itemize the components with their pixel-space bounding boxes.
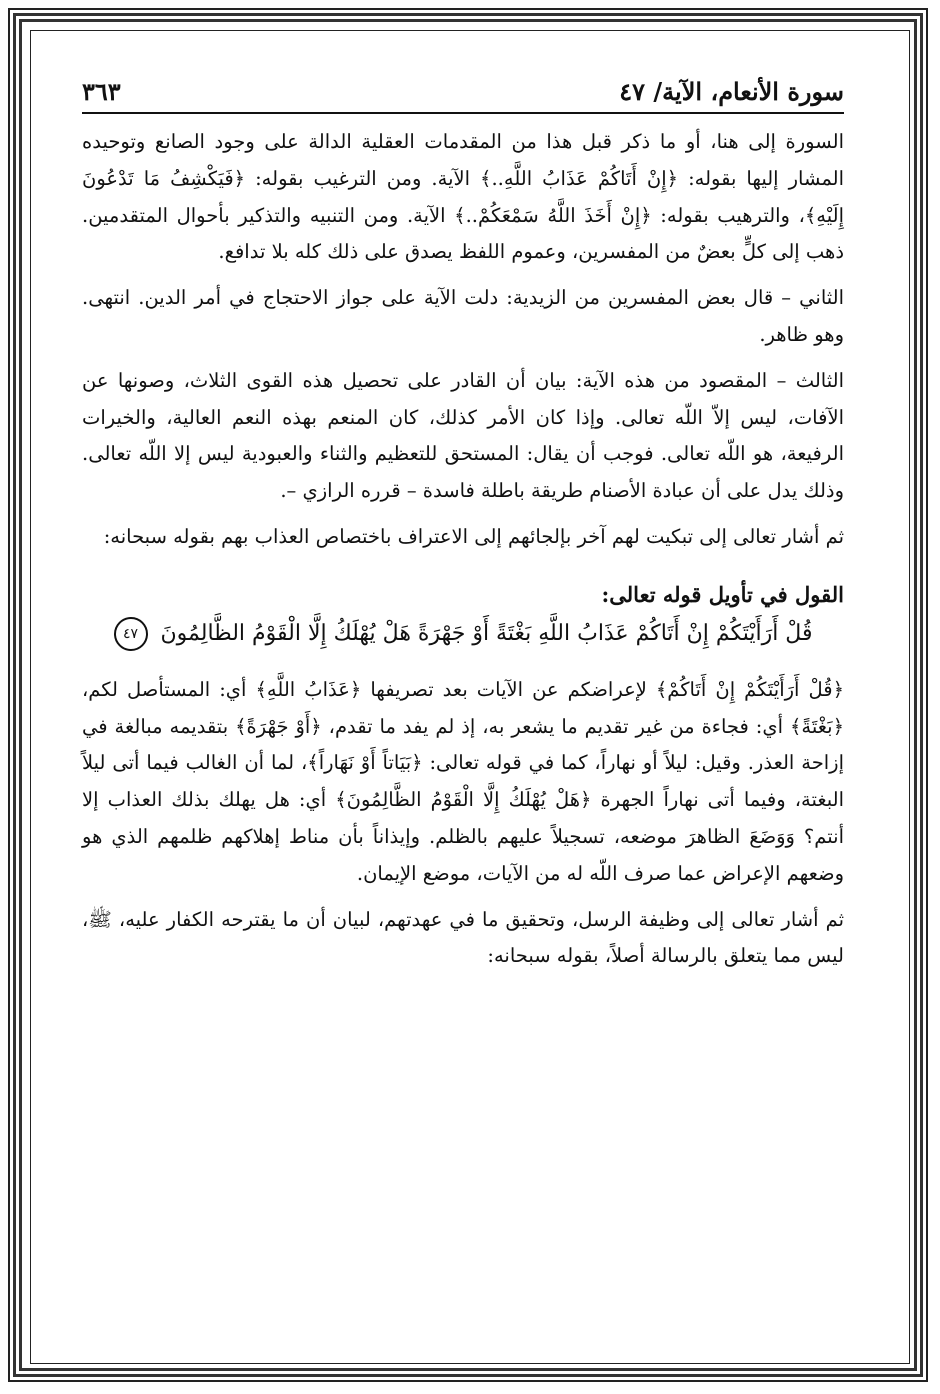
paragraph: ثم أشار تعالى إلى تبكيت لهم آخر بإلجائهم إلى الاعتراف باختصاص العذاب بهم بقوله سبحانه: [103,524,844,548]
quran-verse [82,614,844,654]
paragraph: ثم أشار تعالى إلى وظيفة الرسل، وتحقيق ما في عهدتهم، لبيان أن ما يقترحه الكفار عليه، ﷺ، ليس مما يتعلق بالرسالة أصلاً، بقوله سبحانه: [82,907,844,968]
paragraph: السورة إلى هنا، أو ما ذكر قبل هذا من المقدمات العقلية الدالة على وجود الصانع وتوحيده المشار إليها بقوله: ﴿إِنْ أَتَاكُمْ عَذَابُ اللَّهِ..﴾ الآية. ومن الترغيب بقوله: ﴿فَيَكْشِفُ مَا تَدْعُونَ إِلَيْهِ﴾، والترهيب بقوله: ﴿إِنْ أَخَذَ اللَّهُ سَمْعَكُمْ..﴾ الآية. ومن التنبيه والتذكير بأحوال المتقدمين. ذهب إلى كلٍّ بعضٌ من المفسرين، وعموم اللفظ يصدق على ذلك كله بلا تدافع. [82,130,844,264]
page-number: ٣٦٣ [82,77,121,106]
page-content [82,62,844,975]
page-header [82,62,844,114]
section-heading: القول في تأويل قوله تعالى: [601,581,844,607]
verse-number-marker: ٤٧ [114,617,148,651]
paragraph: ﴿قُلْ أَرَأَيْتَكُمْ إِنْ أَتَاكُمْ﴾ لإعراضكم عن الآيات بعد تصريفها ﴿عَذَابُ اللَّهِ﴾ أي: المستأصل لكم، ﴿بَغْتَةً﴾ أي: فجاءة من غير تقديم ما يشعر به، إذ لم يفد ما تقدم، ﴿أَوْ جَهْرَةً﴾ بتقديمه مبالغة في إزاحة العذر. وقيل: ليلاً أو نهاراً، كما في قوله تعالى: ﴿بَيَاتاً أَوْ نَهَاراً﴾، لما أن الغالب فيما أتى ليلاً البغتة، وفيما أتى نهاراً الجهرة ﴿هَلْ يُهْلَكُ إِلَّا الْقَوْمُ الظَّالِمُونَ﴾ أي: هل يهلك بذلك العذاب إلا أنتم؟ وَوَضَعَ الظاهرَ موضعه، تسجيلاً عليهم بالظلم. وإيذاناً بأن مناط إهلاكهم ظلمهم الذي هو وضعهم الإعراض عما صرف اللّه له من الآيات، موضع الإيمان. [82,677,844,885]
verse-text: قُلْ أَرَأَيْتَكُمْ إِنْ أَتَاكُمْ عَذَابُ اللَّهِ بَغْتَةً أَوْ جَهْرَةً هَلْ يُهْلَكُ إِلَّا الْقَوْمُ الظَّالِمُونَ [160,620,813,646]
paragraph: الثاني – قال بعض المفسرين من الزيدية: دلت الآية على جواز الاحتجاج في أمر الدين. انتهى. وهو ظاهر. [82,286,844,346]
running-head: سورة الأنعام، الآية/ ٤٧ [619,77,844,106]
paragraph: الثالث – المقصود من هذه الآية: بيان أن القادر على تحصيل هذه القوى الثلاث، وصونها عن الآفات، ليس إلاّ اللّه تعالى. وإذا كان الأمر كذلك، كان المنعم بهذه النعم العالية، والخيرات الرفيعة، هو اللّه تعالى. فوجب أن يقال: المستحق للتعظيم والثناء والعبودية ليس إلا اللّه تعالى. وذلك يدل على أن عبادة الأصنام طريقة باطلة فاسدة – قرره الرازي –. [82,368,844,503]
